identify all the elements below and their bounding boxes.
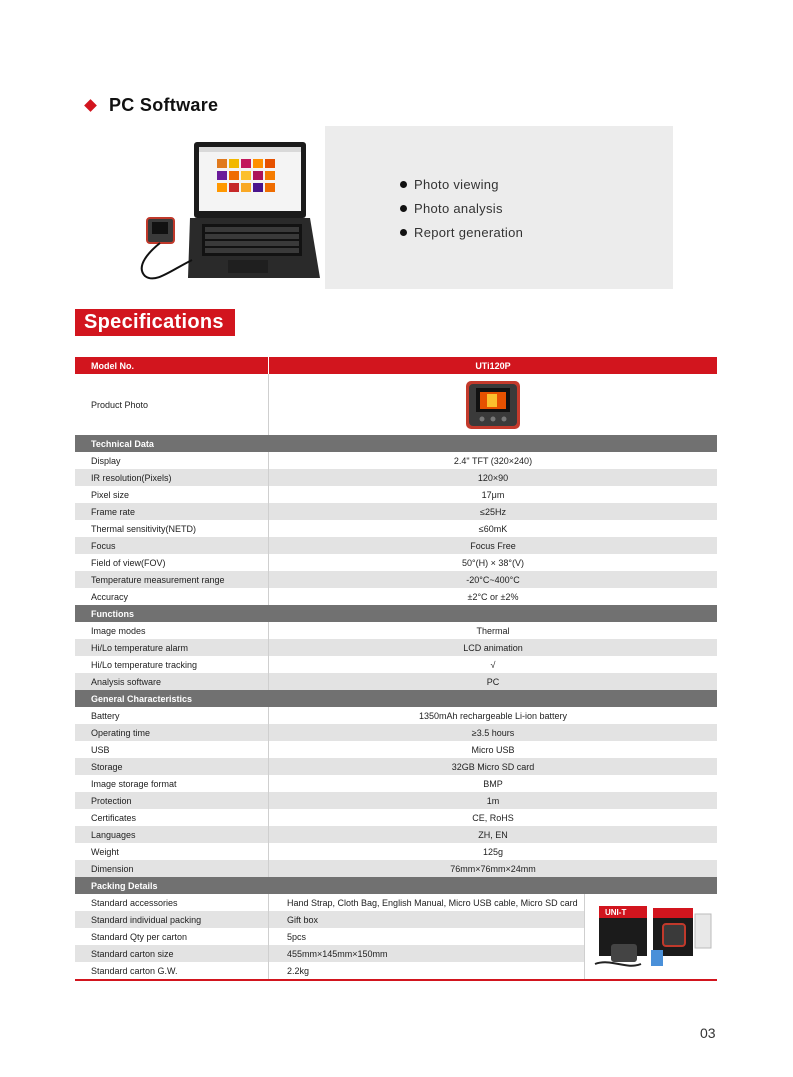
spec-label: Weight (75, 843, 269, 860)
spec-label: Standard carton G.W. (75, 962, 269, 979)
spec-label: Accuracy (75, 588, 269, 605)
table-row (75, 469, 717, 486)
spec-label: Pixel size (75, 486, 269, 503)
table-row (75, 775, 717, 792)
spec-value: PC (486, 676, 500, 687)
spec-label: Protection (75, 792, 269, 809)
table-row (75, 639, 717, 656)
list-item: Photo viewing (400, 172, 523, 196)
spec-value: ≤60mK (478, 523, 508, 534)
table-bottom-rule (75, 979, 717, 981)
spec-value: 32GB Micro SD card (451, 761, 535, 772)
table-row (75, 809, 717, 826)
table-row (75, 843, 717, 860)
spec-label: Frame rate (75, 503, 269, 520)
table-row (75, 826, 717, 843)
table-row (75, 758, 717, 775)
spec-value: 120×90 (477, 472, 509, 483)
table-row (75, 724, 717, 741)
table-row (75, 656, 717, 673)
bullet-dot-icon (400, 229, 407, 236)
spec-label: USB (75, 741, 269, 758)
bullet-dot-icon (400, 181, 407, 188)
table-row (75, 588, 717, 605)
spec-label: Image storage format (75, 775, 269, 792)
section-header: Technical Data (75, 435, 717, 452)
spec-label: Operating time (75, 724, 269, 741)
model-no-value: UTi120P (475, 360, 511, 371)
spec-value: 17μm (481, 489, 505, 500)
spec-value: Micro USB (471, 744, 515, 755)
spec-value: ZH, EN (478, 829, 508, 840)
table-row (75, 622, 717, 639)
product-photo (460, 380, 526, 430)
spec-label: Thermal sensitivity(NETD) (75, 520, 269, 537)
table-row (75, 520, 717, 537)
spec-label: Battery (75, 707, 269, 724)
spec-value: CE, RoHS (472, 812, 514, 823)
laptop-photo (110, 126, 325, 289)
spec-label: Languages (75, 826, 269, 843)
product-photo-row (75, 374, 717, 435)
section-header: Functions (75, 605, 717, 622)
spec-value: √ (490, 659, 496, 670)
model-no-label: Model No. (75, 357, 269, 374)
box-brand-logo: UNI-T (605, 908, 627, 917)
spec-value: BMP (483, 778, 503, 789)
packaging-photo (591, 898, 715, 976)
table-row (75, 452, 717, 469)
spec-value: 1m (486, 795, 500, 806)
spec-label: Display (75, 452, 269, 469)
table-header-row (75, 357, 717, 374)
list-item: Photo analysis (400, 196, 523, 220)
spec-value: 76mm×76mm×24mm (450, 863, 536, 874)
spec-label: Certificates (75, 809, 269, 826)
spec-value: ±2°C or ±2% (467, 591, 519, 602)
spec-label: Standard individual packing (75, 911, 269, 928)
spec-label: Standard Qty per carton (75, 928, 269, 945)
table-row (75, 792, 717, 809)
spec-label: Focus (75, 537, 269, 554)
specifications-banner: Specifications (75, 309, 235, 336)
spec-value: 125g (482, 846, 504, 857)
spec-value: 2.2kg (269, 962, 585, 979)
table-row (75, 707, 717, 724)
table-row (75, 860, 717, 877)
spec-label: Hi/Lo temperature tracking (75, 656, 269, 673)
spec-value: ≤25Hz (480, 506, 506, 517)
spec-label: IR resolution(Pixels) (75, 469, 269, 486)
page-number: 03 (700, 1025, 716, 1041)
spec-label: Image modes (75, 622, 269, 639)
spec-value: Hand Strap, Cloth Bag, English Manual, Micro USB cable, Micro SD card (269, 894, 585, 911)
spec-label: Dimension (75, 860, 269, 877)
spec-value: 50°(H) × 38°(V) (462, 557, 524, 568)
spec-value: ≥3.5 hours (471, 727, 515, 738)
spec-value: 1350mAh rechargeable Li-ion battery (418, 710, 568, 721)
pc-features-list (400, 172, 523, 244)
spec-value: 5pcs (269, 928, 585, 945)
spec-label: Analysis software (75, 673, 269, 690)
table-row (75, 571, 717, 588)
spec-value: Focus Free (470, 540, 516, 551)
spec-label: Temperature measurement range (75, 571, 269, 588)
section-header: General Characteristics (75, 690, 717, 707)
table-row (75, 503, 717, 520)
spec-value: Thermal (476, 625, 510, 636)
pc-software-panel (110, 126, 673, 289)
section-header-packing: Packing Details (75, 877, 717, 894)
spec-label: Field of view(FOV) (75, 554, 269, 571)
diamond-bullet-icon (84, 99, 97, 112)
pc-software-title: PC Software (109, 95, 219, 115)
spec-label: Standard carton size (75, 945, 269, 962)
spec-value: Gift box (269, 911, 585, 928)
table-row (75, 673, 717, 690)
product-photo-label: Product Photo (75, 374, 269, 435)
table-row (75, 537, 717, 554)
spec-label: Standard accessories (75, 894, 269, 911)
spec-value: -20°C~400°C (466, 574, 520, 585)
spec-value: LCD animation (463, 642, 523, 653)
spec-value: 2.4" TFT (320×240) (453, 455, 533, 466)
table-row (75, 486, 717, 503)
bullet-dot-icon (400, 205, 407, 212)
specifications-table (75, 357, 717, 981)
spec-label: Storage (75, 758, 269, 775)
table-row (75, 554, 717, 571)
pc-software-heading (86, 95, 218, 116)
table-row (75, 741, 717, 758)
list-item: Report generation (400, 220, 523, 244)
spec-label: Hi/Lo temperature alarm (75, 639, 269, 656)
packing-details (75, 894, 717, 979)
spec-value: 455mm×145mm×150mm (269, 945, 585, 962)
